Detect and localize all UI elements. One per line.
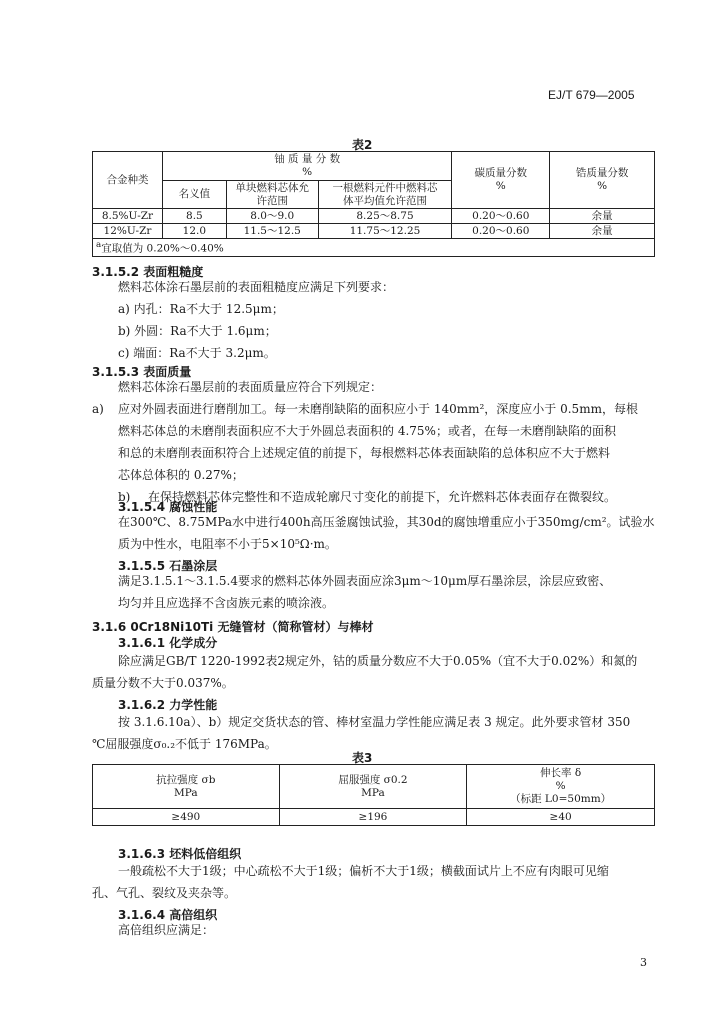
table3-header-yield bbox=[279, 765, 467, 809]
table3-caption: 表3 bbox=[352, 751, 373, 765]
table2-header-alloy: 合金种类 bbox=[93, 152, 163, 209]
section-3164-title: 3.1.6.4 高倍组织 bbox=[118, 908, 218, 922]
u-group-title: 铀 质 量 分 数 bbox=[274, 153, 341, 165]
table2 bbox=[92, 151, 655, 257]
section-316-title: 3.1.6 0Cr18Ni10Ti 无缝管材（简称管材）与棒材 bbox=[92, 620, 374, 634]
paragraph-line: 按 3.1.6.10a）、b）规定交货状态的管、棒材室温力学性能应满足表 3 规定。此外要求管材 350 bbox=[118, 715, 631, 729]
paragraph-line: 均匀并且应选择不含卤族元素的喷涂液。 bbox=[118, 596, 335, 610]
table3-header-tensile bbox=[93, 765, 280, 809]
paragraph-line: 应对外圆表面进行磨削加工。每一未磨削缺陷的面积应小于 140mm²，深度应小于 0.5mm，每根 bbox=[118, 402, 638, 416]
table3-cell: ≥490 bbox=[93, 809, 280, 826]
paragraph-line: 在保持燃料芯体完整性和不造成轮廓尺寸变化的前提下，允许燃料芯体表面存在微裂纹。 bbox=[148, 490, 617, 504]
table2-cell: 11.5～12.5 bbox=[226, 224, 318, 239]
paragraph-line: 在300℃、8.75MPa水中进行400h高压釜腐蚀试验，其30d的腐蚀增重应小于350mg/cm²。试验水 bbox=[118, 515, 655, 529]
table2-cell: 0.20～0.60 bbox=[452, 224, 550, 239]
paragraph-line: 燃料芯体总的未磨削表面积应不大于外圆总表面积的 4.75%；或者，在每一未磨削缺陷的面积 bbox=[118, 424, 616, 438]
tensile-unit: MPa bbox=[174, 786, 198, 799]
paragraph-line: 质量分数不大于0.037%。 bbox=[92, 676, 234, 690]
elongation-gauge: （标距 L0=50mm） bbox=[510, 793, 612, 805]
c-unit: % bbox=[495, 180, 506, 192]
paragraph-line: 和总的未磨削表面积符合上述规定值的前提下，每根燃料芯体表面缺陷的总体积应不大于燃料 bbox=[118, 446, 611, 460]
paragraph-line: ℃屈服强度σ₀.₂不低于 176MPa。 bbox=[92, 737, 277, 751]
section-3161-title: 3.1.6.1 化学成分 bbox=[118, 636, 218, 650]
paragraph-line: 芯体总体积的 0.27%； bbox=[118, 468, 244, 482]
avg-line1: 一根燃料元件中燃料芯 bbox=[332, 181, 438, 194]
list-item: b) 外圆：Ra不大于 1.6μm； bbox=[118, 324, 277, 338]
table3-cell: ≥40 bbox=[467, 809, 655, 826]
single-line1: 单块燃料芯体允 bbox=[235, 181, 309, 194]
list-label-b: b) bbox=[118, 490, 131, 504]
table-row bbox=[93, 809, 655, 826]
table3-header-elongation bbox=[467, 765, 655, 809]
section-3153-title: 3.1.5.3 表面质量 bbox=[92, 365, 192, 379]
table2-header-avg bbox=[318, 181, 452, 209]
table2-cell: 12.0 bbox=[162, 224, 226, 239]
list-item: a) 内孔：Ra不大于 12.5μm； bbox=[118, 302, 284, 316]
avg-line2: 体平均值允许范围 bbox=[343, 194, 427, 207]
table3 bbox=[92, 764, 655, 826]
section-3163-title: 3.1.6.3 坯料低倍组织 bbox=[118, 847, 242, 861]
footnote-mark: a bbox=[96, 240, 102, 250]
table2-header-c bbox=[452, 152, 550, 209]
section-3155-title: 3.1.5.5 石墨涂层 bbox=[118, 559, 218, 573]
paragraph-line: 除应满足GB/T 1220-1992表2规定外，钴的质量分数应不大于0.05%（宜不大于0.02%）和氮的 bbox=[118, 654, 638, 668]
table2-header-zr bbox=[550, 152, 655, 209]
paragraph-line: 高倍组织应满足： bbox=[118, 923, 215, 937]
table2-cell: 12%U-Zr bbox=[93, 224, 163, 239]
list-label-a: a) bbox=[92, 402, 104, 416]
table3-cell: ≥196 bbox=[279, 809, 467, 826]
section-3152-intro: 燃料芯体涂石墨层前的表面粗糙度应满足下列要求： bbox=[118, 280, 395, 294]
yield-unit: MPa bbox=[361, 786, 385, 799]
table-row bbox=[93, 209, 655, 224]
u-group-unit: % bbox=[302, 166, 313, 178]
table2-header-single bbox=[226, 181, 318, 209]
zr-title: 锆质量分数 bbox=[575, 167, 629, 179]
table2-cell: 余量 bbox=[550, 209, 655, 224]
table2-footnote bbox=[93, 239, 655, 257]
section-3154-title: 3.1.5.4 腐蚀性能 bbox=[118, 500, 218, 514]
table2-cell: 8.0～9.0 bbox=[226, 209, 318, 224]
yield-title: 屈服强度 σ0.2 bbox=[338, 773, 408, 786]
elongation-title: 伸长率 δ bbox=[540, 767, 582, 779]
paragraph-line: 质为中性水，电阻率不小于5×10⁵Ω·m。 bbox=[118, 537, 337, 551]
tensile-title: 抗拉强度 σb bbox=[156, 773, 216, 786]
list-item: c) 端面：Ra不大于 3.2μm。 bbox=[118, 346, 276, 360]
table2-cell: 余量 bbox=[550, 224, 655, 239]
section-3153-intro: 燃料芯体涂石墨层前的表面质量应符合下列规定： bbox=[118, 380, 383, 394]
table2-caption: 表2 bbox=[352, 138, 373, 152]
table2-cell: 8.5%U-Zr bbox=[93, 209, 163, 224]
table-row bbox=[93, 224, 655, 239]
footnote-text: 宜取值为 0.20%～0.40% bbox=[101, 242, 224, 255]
table2-cell: 8.25～8.75 bbox=[318, 209, 452, 224]
zr-unit: % bbox=[597, 180, 608, 192]
table2-cell: 11.75～12.25 bbox=[318, 224, 452, 239]
table2-header-nominal: 名义值 bbox=[162, 181, 226, 209]
section-3162-title: 3.1.6.2 力学性能 bbox=[118, 698, 218, 712]
page-number: 3 bbox=[640, 956, 647, 969]
section-3152-title: 3.1.5.2 表面粗糙度 bbox=[92, 265, 204, 279]
c-title: 碳质量分数 bbox=[474, 167, 528, 179]
paragraph-line: 一般疏松不大于1级；中心疏松不大于1级；偏析不大于1级；横截面试片上不应有肉眼可见缩 bbox=[118, 864, 609, 878]
paragraph-line: 孔、气孔、裂纹及夹杂等。 bbox=[92, 886, 237, 900]
paragraph-line: 满足3.1.5.1～3.1.5.4要求的燃料芯体外圆表面应涂3μm～10μm厚石墨涂层，涂层应致密、 bbox=[118, 574, 612, 588]
single-line2: 许范围 bbox=[256, 194, 288, 207]
table2-cell: 8.5 bbox=[162, 209, 226, 224]
standard-code-header: EJ/T 679—2005 bbox=[548, 88, 635, 102]
elongation-unit: % bbox=[555, 780, 566, 792]
table2-cell: 0.20～0.60 bbox=[452, 209, 550, 224]
table2-header-u-group bbox=[162, 152, 451, 181]
